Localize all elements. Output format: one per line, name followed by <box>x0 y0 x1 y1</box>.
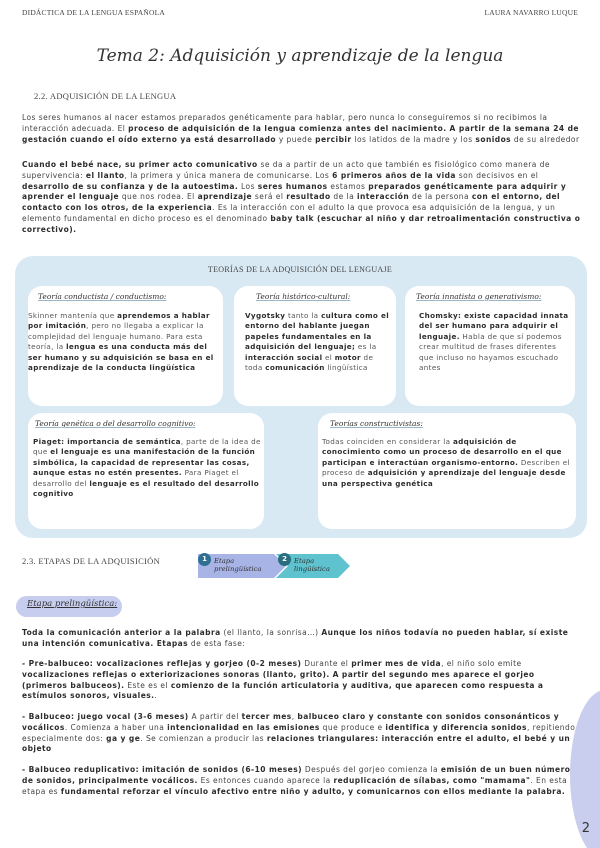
step-label-prelinguistic: Etapa prelingüística <box>214 557 262 573</box>
section-heading-2-2: 2.2. ADQUISICIÓN DE LA LENGUA <box>34 91 177 101</box>
theory-body-behaviorist: Skinner mantenía que aprendemos a hablar por imitación, pero no llegaba a explicar la complejidad del lenguaje humano. Para esta teoría, la lengua es una conducta más del ser humano y su adquisición se basa en el aprendizaje de la conducta lingüística <box>28 311 214 373</box>
header-course: DIDÁCTICA DE LA LENGUA ESPAÑOLA <box>22 8 166 17</box>
acquisition-steps <box>196 550 356 582</box>
page-title: Tema 2: Adquisición y aprendizaje de la lengua <box>96 46 504 66</box>
theory-body-constructivist: Todas coinciden en considerar la adquisición de conocimiento como un proceso de desarrollo en el que participan e interactúan organismo-entorno. Describen el proceso de adquisición y aprendizaje del lenguaje desde una perspectiva genética <box>322 437 570 488</box>
theory-title-behaviorist: Teoría conductista / conductismo: <box>38 292 167 301</box>
paragraph-reduplicative-babbling: - Balbuceo reduplicativo: imitación de sonidos (6-10 meses) Después del gorjeo comienza la emisión de un buen número de sonidos, principalmente vocálicos. Es entonces cuando aparece la reduplicación de sílabas, como "mamama". En esta etapa es fundamental reforzar el vínculo afectivo entre niño y adulto, y comunicarnos con ellos mediante la palabra. <box>22 765 571 796</box>
theory-title-innatist: Teoría innatista o generativismo: <box>416 292 542 301</box>
page-number: 2 <box>581 821 590 836</box>
theory-title-genetic: Teoría genética o del desarrollo cognitivo: <box>35 419 196 428</box>
theories-title: TEORÍAS DE LA ADQUISICIÓN DEL LENGUAJE <box>207 265 393 274</box>
step-label-linguistic: Etapa lingüística <box>294 557 330 573</box>
section-heading-2-3: 2.3. ETAPAS DE LA ADQUISICIÓN <box>22 556 161 566</box>
paragraph-prelinguistic-intro: Toda la comunicación anterior a la palabra (el llanto, la sonrisa…) Aunque los niños todavía no pueden hablar, sí existe una intención comunicativa. Etapas de esta fase: <box>22 628 569 648</box>
theory-title-historical-cultural: Teoría histórico-cultural: <box>256 292 351 301</box>
theory-body-historical-cultural: Vygotsky tanto la cultura como el entorno del hablante juegan papeles fundamentales en la adquisición del lenguaje; es la interacción social el motor de toda comunicación lingüística <box>245 311 390 373</box>
paragraph-acquisition-intro: Los seres humanos al nacer estamos preparados genéticamente para hablar, pero nunca lo conseguiremos si no recibimos la interacción adecuada. El proceso de adquisición de la lengua comienza antes del nacimiento. A partir de la semana 24 de gestación cuando el oído externo ya está desarrollado y puede percibir los latidos de la madre y los sonidos de su alrededor <box>22 113 580 144</box>
paragraph-newborn: Cuando el bebé nace, su primer acto comunicativo se da a partir de un acto que también es fisiológico como manera de supervivencia: el llanto, la primera y única manera de comunicarse. Los 6 primeros años de la vida son decisivos en el desarrollo de su confianza y de la autoestima. Los seres humanos estamos preparados genéticamente para adquirir y aprender el lenguaje que nos rodea. El aprendizaje será el resultado de la interacción de la persona con el entorno, del contacto con los otros, de la experiencia. Es la interacción con el adulto la que provoca esa adquisición de la lengua, y un elemento fundamental en dicho proceso es el denominado baby talk (escuchar al niño y dar retroalimentación constructiva o correctivo). <box>22 160 581 234</box>
theory-body-genetic: Piaget: importancia de semántica, parte de la idea de que el lenguaje es una manifestación de la función simbólica, la capacidad de representar las cosas, aunque estas no estén presentes. Para Piaget el desarrollo del lenguaje es el resultado del desarrollo cognitivo <box>33 437 261 499</box>
paragraph-babbling: - Balbuceo: juego vocal (3-6 meses) A partir del tercer mes, balbuceo claro y constante con sonidos consonánticos y vocálicos. Comienza a haber una intencionalidad en las emisiones que produce e identifica y diferencia sonidos, repitiendo especialmente dos: ga y ge. Se comienzan a producir las relaciones triangulares: interacción entre el adulto, el bebé y un objeto <box>22 712 576 754</box>
theory-title-constructivist: Teorías constructivistas: <box>330 419 423 428</box>
theory-body-innatist: Chomsky: existe capacidad innata del ser humano para adquirir el lenguaje. Habla de que sí podemos crear multitud de frases diferentes que incluso no hayamos escuchado antes <box>419 311 569 373</box>
stage-banner-label: Etapa prelingüística: <box>27 599 118 609</box>
paragraph-pre-babbling: - Pre-balbuceo: vocalizaciones reflejas y gorjeo (0-2 meses) Durante el primer mes de vida, el niño solo emite vocalizaciones reflejas o exteriorizaciones sonoras (llanto, grito). A partir del segundo mes aparece el gorjeo (primeros balbuceos). Este es el comienzo de la función articulatoria y auditiva, que aparecen como respuesta a estímulos sonoros, visuales.. <box>22 659 544 701</box>
header-author: LAURA NAVARRO LUQUE <box>484 8 578 17</box>
step-number-2: 2 <box>278 553 291 566</box>
step-number-1: 1 <box>198 553 211 566</box>
